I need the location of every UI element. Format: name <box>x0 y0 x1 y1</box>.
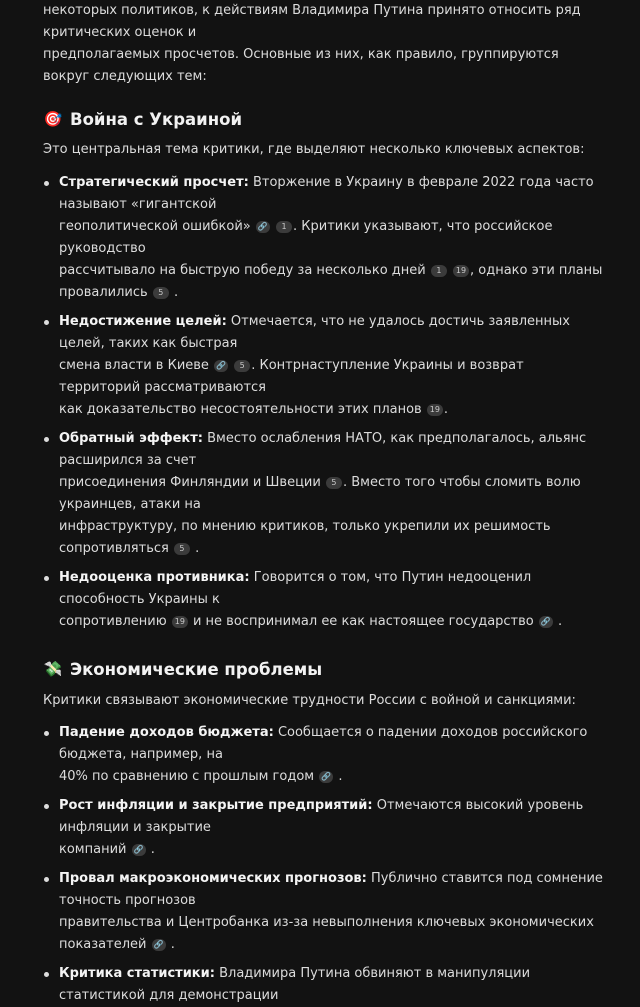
citation-badge[interactable]: 5 <box>153 287 169 299</box>
list-item: Недостижение целей: Отмечается, что не удалось достичь заявленных целей, таких как быстрая смена власти в Киеве 🔗 5 . Контрнаступление Украины и возврат территорий рассматриваются как доказательство несостоятельности этих планов 19 . <box>43 311 603 421</box>
list-item: Провал макроэкономических прогнозов: Публично ставится под сомнение точность прогнозов правительства и Центробанка из-за невыполнения ключевых экономических показателей 🔗 . <box>43 868 603 956</box>
citation-badge[interactable]: 19 <box>453 265 469 277</box>
citation-badge[interactable]: 19 <box>172 616 188 628</box>
target-icon: 🎯 <box>43 110 63 128</box>
link-icon[interactable]: 🔗 <box>152 939 166 951</box>
intro-paragraph <box>43 0 603 88</box>
section-heading-war <box>43 107 603 131</box>
intro-line: некоторых политиков, к действиям Владимира Путина принято относить ряд критических оценок и <box>43 3 581 40</box>
section-title: Война с Украиной <box>70 109 243 129</box>
section-lead: Критики связывают экономические трудности России с войной и санкциями: <box>43 693 576 708</box>
economy-critique-list <box>43 722 603 1007</box>
section-heading-economy <box>43 657 603 681</box>
intro-line: предполагаемых просчетов. Основные из них, как правило, группируются вокруг следующих тем: <box>43 47 559 84</box>
citation-badge[interactable]: 5 <box>174 543 190 555</box>
list-item: Рост инфляции и закрытие предприятий: Отмечаются высокий уровень инфляции и закрытие компаний 🔗 . <box>43 795 603 861</box>
item-title: Недостижение целей: <box>59 314 227 329</box>
list-item: Критика статистики: Владимира Путина обвиняют в манипуляции статистикой для демонстрации <box>43 963 603 1007</box>
list-item: Обратный эффект: Вместо ослабления НАТО, как предполагалось, альянс расширился за счет присоединения Финляндии и Швеции 5 . Вместо того чтобы сломить волю украинцев, атаки на инфраструктуру, по мнению критиков, только укрепили их решимость сопротивляться 5 . <box>43 428 603 560</box>
citation-badge[interactable]: 19 <box>427 404 443 416</box>
item-title: Стратегический просчет: <box>59 175 249 190</box>
section-title: Экономические проблемы <box>70 659 323 679</box>
citation-badge[interactable]: 1 <box>276 221 292 233</box>
citation-badge[interactable]: 5 <box>326 477 342 489</box>
section-lead: Это центральная тема критики, где выделяют несколько ключевых аспектов: <box>43 142 585 157</box>
item-title: Критика статистики: <box>59 966 215 981</box>
link-icon[interactable]: 🔗 <box>256 221 270 233</box>
item-title: Рост инфляции и закрытие предприятий: <box>59 798 373 813</box>
citation-badge[interactable]: 5 <box>234 360 250 372</box>
citation-badge[interactable]: 1 <box>431 265 447 277</box>
money-wings-icon: 💸 <box>43 660 63 678</box>
list-item: Стратегический просчет: Вторжение в Украину в феврале 2022 года часто называют «гигантской геополитической ошибкой» 🔗 1 . Критики указывают, что российское руководство рассчитывало на быструю победу за несколько дней 1 19 , однако эти планы провалились 5 . <box>43 172 603 304</box>
item-title: Падение доходов бюджета: <box>59 725 274 740</box>
war-critique-list <box>43 172 603 633</box>
link-icon[interactable]: 🔗 <box>132 844 146 856</box>
item-title: Обратный эффект: <box>59 431 203 446</box>
link-icon[interactable]: 🔗 <box>319 771 333 783</box>
list-item: Падение доходов бюджета: Сообщается о падении доходов российского бюджета, например, на 40% по сравнению с прошлым годом 🔗 . <box>43 722 603 788</box>
link-icon[interactable]: 🔗 <box>539 616 553 628</box>
response-content <box>43 0 603 1007</box>
item-title: Провал макроэкономических прогнозов: <box>59 871 367 886</box>
link-icon[interactable]: 🔗 <box>214 360 228 372</box>
item-title: Недооценка противника: <box>59 570 250 585</box>
list-item: Недооценка противника: Говорится о том, что Путин недооценил способность Украины к сопротивлению 19 и не воспринимал ее как настоящее государство 🔗 . <box>43 567 603 633</box>
